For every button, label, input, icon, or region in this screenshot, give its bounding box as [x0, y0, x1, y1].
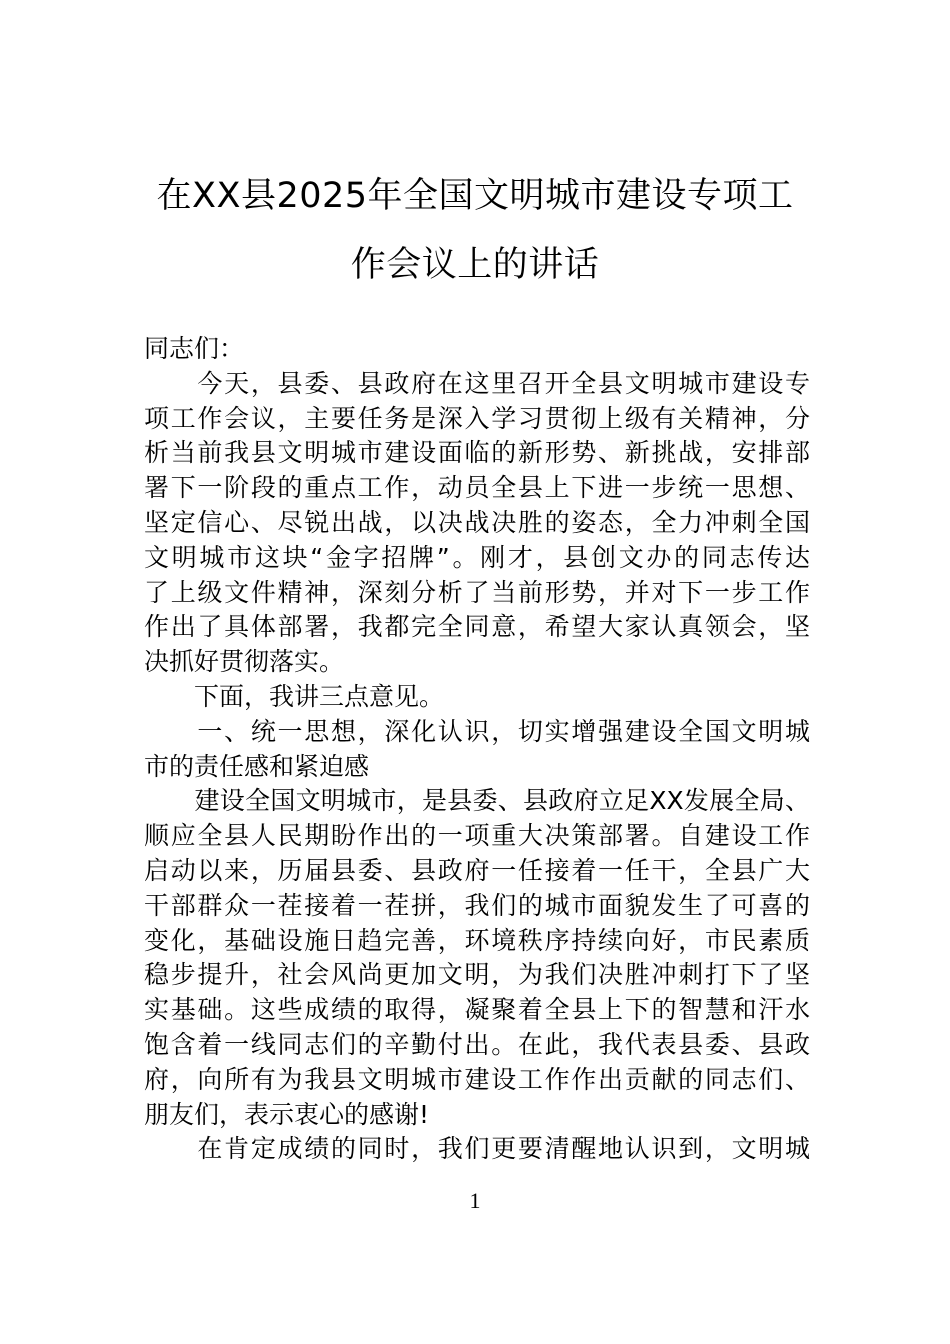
body-line: 决抓好贯彻落实。 — [144, 647, 345, 677]
body-line: 实基础。这些成绩的取得，凝聚着全县上下的智慧和汗水 — [144, 995, 810, 1025]
body-line: 坚定信心、尽锐出战，以决战决胜的姿态，全力冲刺全国 — [144, 507, 810, 537]
body-line: 在肯定成绩的同时，我们更要清醒地认识到，文明城 — [144, 1134, 810, 1164]
body-line: 顺应全县人民期盼作出的一项重大决策部署。自建设工作 — [144, 821, 810, 851]
document-title-line-2: 作会议上的讲话 — [350, 245, 600, 285]
body-line: 饱含着一线同志们的辛勤付出。在此，我代表县委、县政 — [144, 1029, 810, 1059]
body-line: 署下一阶段的重点工作，动员全县上下进一步统一思想、 — [144, 473, 810, 503]
body-line: 文明城市这块“金字招牌”。刚才，县创文办的同志传达 — [144, 542, 810, 572]
body-line: 作出了具体部署，我都完全同意，希望大家认真领会，坚 — [144, 612, 810, 642]
body-line: 启动以来，历届县委、县政府一任接着一任干，全县广大 — [144, 855, 810, 885]
document-body — [144, 332, 810, 1167]
document-title-line-1: 在XX县2025年全国文明城市建设专项工 — [156, 176, 794, 216]
page-number: 1 — [469, 1188, 481, 1213]
body-line: 稳步提升，社会风尚更加文明，为我们决胜冲刺打下了坚 — [144, 960, 810, 990]
body-line: 建设全国文明城市，是县委、县政府立足XX发展全局、 — [144, 786, 810, 816]
body-line: 下面，我讲三点意见。 — [144, 681, 445, 711]
body-line: 朋友们，表示衷心的感谢! — [144, 1099, 430, 1129]
body-line: 项工作会议，主要任务是深入学习贯彻上级有关精神，分 — [144, 403, 810, 433]
section-heading-line: 一、统一思想，深化认识，切实增强建设全国文明城 — [144, 716, 810, 746]
section-heading-line: 市的责任感和紧迫感 — [144, 751, 370, 781]
body-line: 干部群众一茬接着一茬拼，我们的城市面貌发生了可喜的 — [144, 890, 810, 920]
body-line: 今天，县委、县政府在这里召开全县文明城市建设专 — [144, 368, 810, 398]
body-line: 了上级文件精神，深刻分析了当前形势，并对下一步工作 — [144, 577, 810, 607]
body-line: 府，向所有为我县文明城市建设工作作出贡献的同志们、 — [144, 1064, 810, 1094]
salutation: 同志们： — [144, 334, 245, 363]
body-line: 变化，基础设施日趋完善，环境秩序持续向好，市民素质 — [144, 925, 810, 955]
body-line: 析当前我县文明城市建设面临的新形势、新挑战，安排部 — [144, 438, 810, 468]
